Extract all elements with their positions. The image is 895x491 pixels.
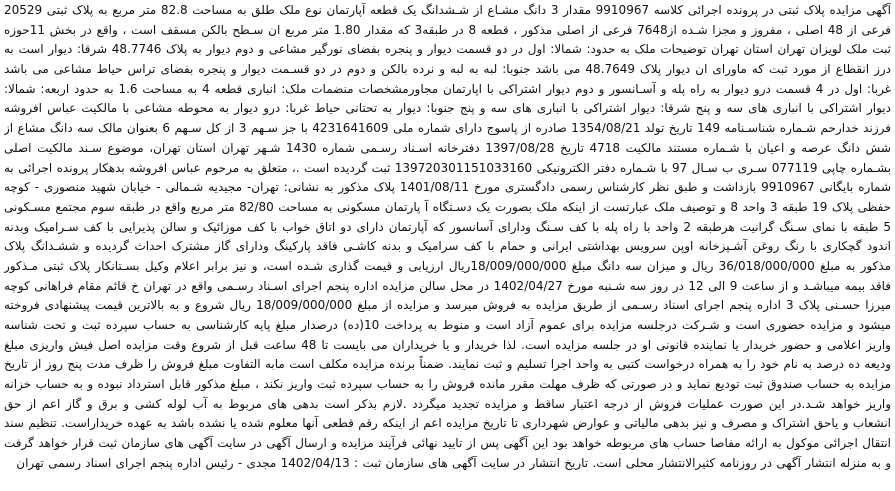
notice-body-text: آگهی مزایده پلاک ثبتی در پرونده اجرائی کلاسه 9910967 مقدار 3 دانگ مشـاع از شـشدانگ یک قطعه آپارتمان نوع ملک طلق به مساحت 82.8 متر مربع به پلاک ثبتی 20529 فرعی از 48 اصلی ، مفروز و مجزا شـده از7648 فرعی از اصلی مذکور ، قطعه 8 در طبقه3 که مقدار 1.80 متر مربع ان سـطح بالکن مسقف است ، واقع در بخش 11حوزه ثبت ملک لویزان تهران استان تهران توضیحات ملک به حدود: شمالا: اول در دو قسمت دیوار و پنجره بفضای نورگیر مشاعی و دوم دیوار به پلاک 48.7746 شرقا: دیوار است به درز انقطاع از مورد ثبت که ماورای ان دیوار پلاک 48.7649 می باشد جنوبا: لبه به لبه و نرده بالکن و دوم در دو قسـمت دیوار و پنجره بفضای تراس حیاط مشاعی می باشد غربا: اول در 4 قسمت درو دیوار به راه پله و آسـانسور و دوم دیوار اشتراکی با اپارتمان مجاورمشخصات منضمات ملک: انباری قطعه 4 به مساحت 1.6 به حدود اربعه: شمالا: دیوار اشتراکی با انباری های سه و پنج شرقا: دیوار اشتراکی با انباری های سه و پنج جنوبا: دیوار به تحتانی حیاط غربا: درو دیوار به محوطه مشاعی با مالکیت عباس افروشه فرزند خدارحم شـماره شناسـنامه 149 تاریخ تولد 1354/08/21 صادره از پاسوج دارای شماره ملی 4231641609 با جز سـهم 3 از کل سـهم 6 بعنوان مالک سه دانگ مشاع از شش دانگ عرصه و اعیان با شـماره مستند مالکیت 4718 تاریخ 1397/08/28 دفترخانه اسـناد رسـمی شماره 1430 شـهر تهران استان تهران، موضوع سـند مالکیت اصلی بشـماره چاپی 077119 سـری ب سـال 97 با شـماره دفتر الکترونیکی 139720301151033160 ثبت گردیده است .، متعلق به مرحوم عباس افروشه بدهکار پرونده اجرائی به شماره بایگانی 9910967 بازداشت و طبق نظر کارشناس رسمی دادگستری مورخ 1401/08/11 پلاک مذکور به نشانی: تهران- مجیدیه شـمالی - خیابان شهید منصوری - کوچه حفظی پلاک 19 طبقه 3 واحد 8 و توصیف ملک عبارتست از اینکه ملک بصورت یک دسـتگاه آ پارتمان مسکونی به مساحت 82/80 متر مربع واقع در طبقه سوم مجتمع مسـکونی 5 طبقه با نمای سـنگ گرانیت هرطبقه 2 واحد با راه پله با کف سـنگ وداراى آسانسور که آپارتمان دارای دو اتاق خواب با کف موزائیک و سالن پذیرایی با کف سـرامیک وبدنه اندود گچکاری با رنگ روغن آشـپزخانه اوپن سرویس بهداشتی ایرانی و حمام با کف سرامیک و بدنه کاشـی فاقد پارکینگ ودارای گاز مشترک احداث گردیده و ششـدانگ پلاک مذکور به مبلغ 36/018/000/000 ریال و میزان سه دانگ مبلغ 18/009/000/000ریال ارزیابی و قیمت گذاری شـده است، و نیز برابر اعلام وکیل بسـتانکار پلاک ثبتی مـذکور فاقد بیمه میباشـد و از ساعت 9 الی 12 در روز سه شـنبه مورخ 1402/04/27 در محل سالن مزایده اداره پنجم اجرای اسـناد رسـمی واقع در تهران خ قائم مقام فراهانی کوچه میرزا حسـنی پلاک 3 اداره پنجم اجرای اسناد رسـمی از طریق مزایده به فروش میرسد و مزایده از مبلغ 18/009/000/000 ریال شروع و به بالاترین قیمت پیشنهادی فروخته میشود و مزایده حضوری است و شـرکت درجلسه مزایده برای عموم آزاد است و منوط به پرداخت 10(ده) درصدار مبلغ پایه کارشناسی به حساب سپرده ثبت و تحت شناسه واریز اعلامی و حضور خریدار یا نماینده قانونی او در جلسه مزایده است. لذا خریدار و یا خریداران می بایست تا 48 ساعت قبل از شروع وقت مزایده اصل فیش واریزی مبلغ ودیعه ده درصد به نام خود را به همراه درخواست کتبی به واحد اجرا تسلیم و ثبت نمایند. ضمناً برنده مزایده مکلف است مابه التفاوت مبلغ فروش را ظرف مدت پنج روز از تاریخ مزایده به حساب صندوق ثبت تودیع نماید و در صورتی که ظرف مهلت مقرر مانده فروش را به حساب سپرده ثبت واریز نکند ، مبلغ مذکور قابل استرداد نبوده و به حساب خزانه واریز خواهد شـد.در این صورت عملیات فروش از درجه اعتبار ساقط و مزایده تجدید میگردد .لازم بذکر است بدهی های مربوط به آب لوله کشی و برق و گاز اعم از حق انشعاب و یاحق اشتراک و مصرف و نیز بدهی مالیاتی و عوارض شهرداری تا تاریخ مزایده اعم از اینکه رقم قطعی آنها معلوم شده یا نشده باشد به عهده خریداراست. تنظیم سند انتقال اجرائی موکول به ارائه مفاصا حساب های مربوطه خواهد بود این آگهی پس از تایید نهائی فرآیند مزایده و ارسال آگهی در سایت آگهی های سازمان ثبت قرار خواهد گرفت و به منزله انتشار آگهی در روزنامه کثیرالانتشار محلی است. تاریخ انتشار در سایت آگهی های سازمان ثبت : 1402/04/13 مجدی - رئیس اداره پنجم اجرای اسناد رسمی تهران bbox=[4, 3, 891, 470]
auction-notice bbox=[4, 1, 891, 490]
